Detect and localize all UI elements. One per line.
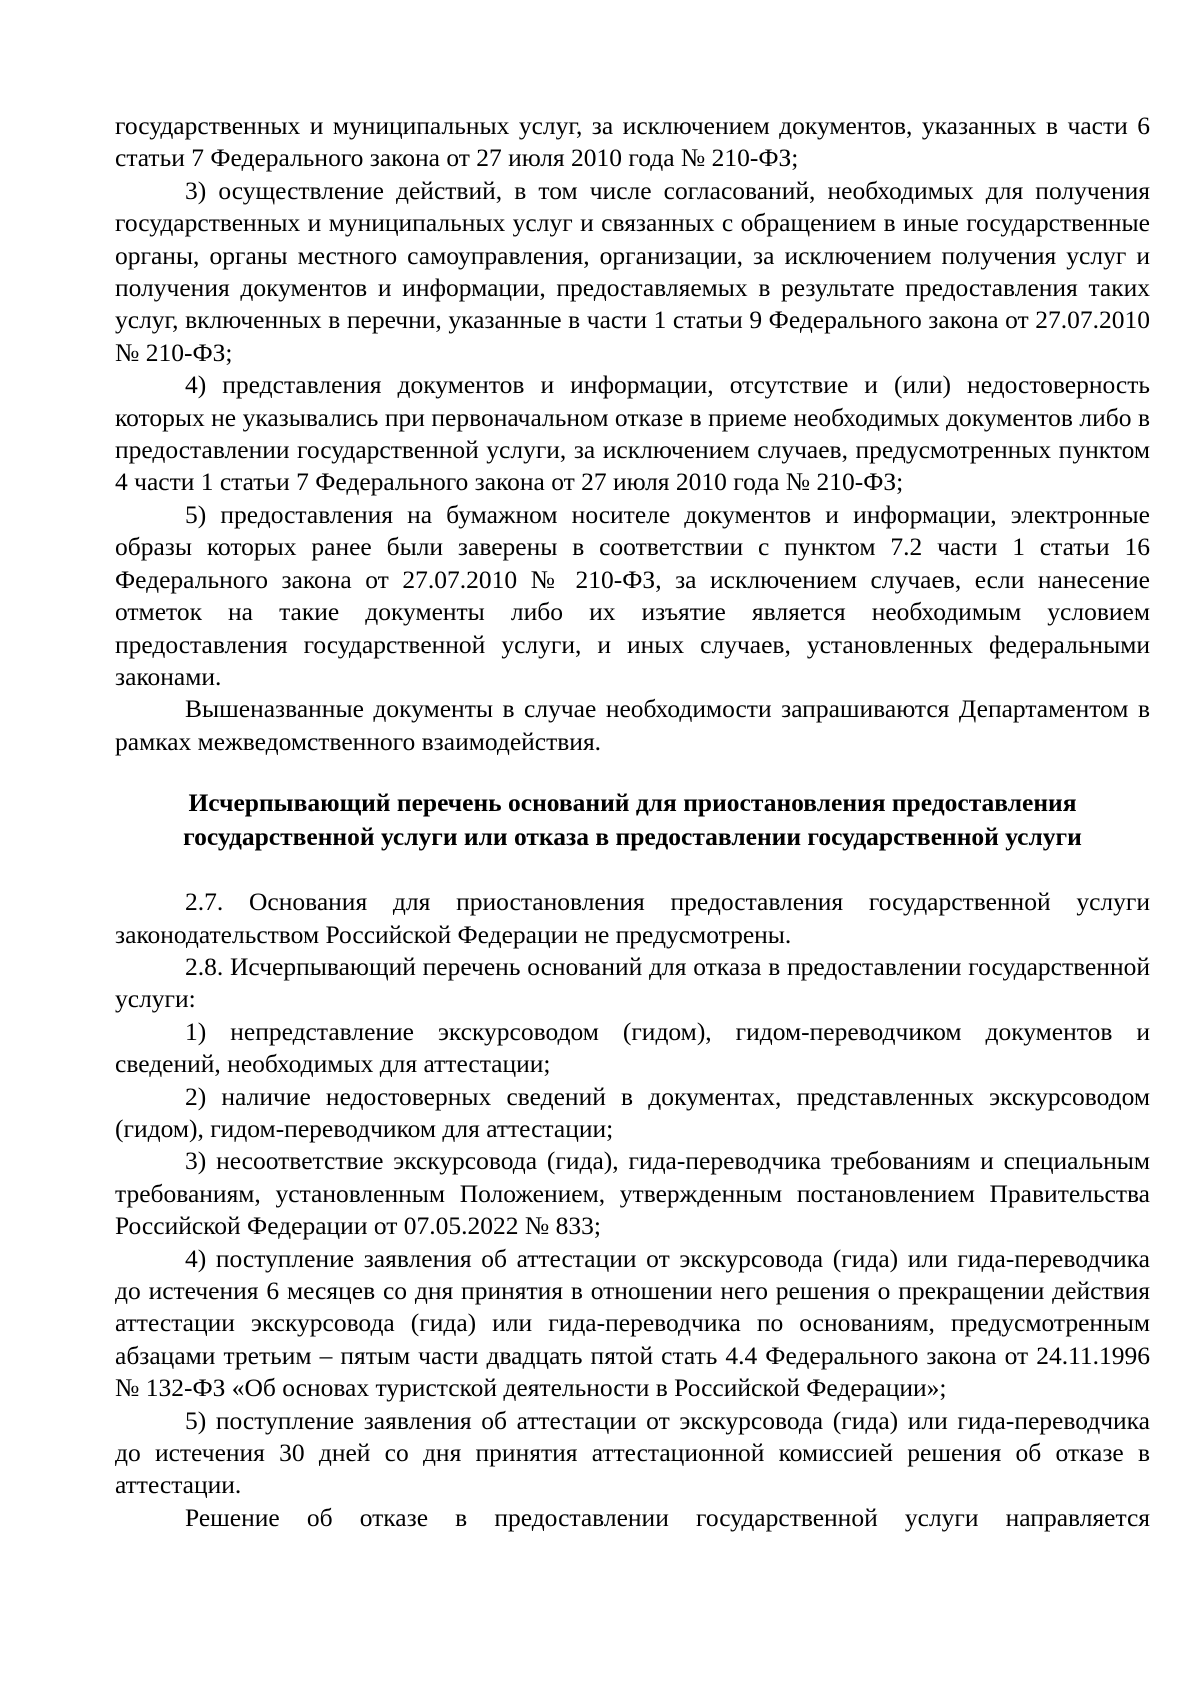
refusal-reason-5: 5) поступление заявления об аттестации от экскурсовода (гида) или гида-переводчика до истечения 30 дней со дня принятия аттестационной комиссией решения об отказе в аттестации.: [115, 1405, 1150, 1500]
paragraph-item-3: 3) осуществление действий, в том числе согласований, необходимых для получения государственных и муниципальных услуг и связанных с обращением в иные государственные органы, органы местного самоуправления, организации, за исключением получения услуг и получения документов и информации, предоставляемых в результате предоставления таких услуг, включенных в перечни, указанные в части 1 статьи 9 Федерального закона от 27.07.2010 № 210-ФЗ;: [115, 175, 1150, 367]
paragraph-summary: Вышеназванные документы в случае необходимости запрашиваются Департаментом в рамках межведомственного взаимодействия.: [115, 694, 1150, 756]
paragraph-continuation: государственных и муниципальных услуг, за исключением документов, указанных в части 6 статьи 7 Федерального закона от 27 июля 2010 года № 210-ФЗ;: [115, 111, 1150, 173]
refusal-reason-1: 1) непредставление экскурсоводом (гидом), гидом-переводчиком документов и сведений, необходимых для аттестации;: [115, 1016, 1150, 1079]
section-heading: [115, 786, 1150, 854]
section-heading-line-1: Исчерпывающий перечень оснований для приостановления предоставления: [188, 788, 1077, 818]
paragraph-2-7: 2.7. Основания для приостановления предоставления государственной услуги законодательством Российской Федерации не предусмотрены.: [115, 887, 1150, 949]
refusal-reason-2: 2) наличие недостоверных сведений в документах, представленных экскурсоводом (гидом), гидом-переводчиком для аттестации;: [115, 1081, 1150, 1143]
paragraph-refusal-decision: Решение об отказе в предоставлении государственной услуги направляется: [185, 1502, 1150, 1532]
refusal-reason-4: 4) поступление заявления об аттестации от экскурсовода (гида) или гида-переводчика до истечения 6 месяцев со дня принятия в отношении него решения о прекращении действия аттестации экскурсовода (гида) или гида-переводчика по основаниям, предусмотренным абзацами третьим – пятым части двадцать пятой стать 4.4 Федерального закона от 24.11.1996 № 132-ФЗ «Об основах туристской деятельности в Российской Федерации»;: [115, 1243, 1150, 1403]
paragraph-item-4: 4) представления документов и информации, отсутствие и (или) недостоверность которых не указывались при первоначальном отказе в приеме необходимых документов либо в предоставлении государственной услуги, за исключением случаев, предусмотренных пунктом 4 части 1 статьи 7 Федерального закона от 27 июля 2010 года № 210-ФЗ;: [115, 370, 1150, 497]
section-heading-line-2: государственной услуги или отказа в предоставлении государственной услуги: [183, 822, 1082, 852]
paragraph-2-8: 2.8. Исчерпывающий перечень оснований для отказа в предоставлении государственной услуги:: [115, 951, 1150, 1014]
document-page: [115, 110, 1150, 1534]
refusal-reason-3: 3) несоответствие экскурсовода (гида), гида-переводчика требованиям и специальным требованиям, установленным Положением, утвержденным постановлением Правительства Российской Федерации от 07.05.2022 № 833;: [115, 1146, 1150, 1241]
paragraph-item-5: 5) предоставления на бумажном носителе документов и информации, электронные образы которых ранее были заверены в соответствии с пунктом 7.2 части 1 статьи 16 Федерального закона от 27.07.2010 № 210-ФЗ, за исключением случаев, если нанесение отметок на такие документы либо их изъятие является необходимым условием предоставления государственной услуги, и иных случаев, установленных федеральными законами.: [115, 499, 1150, 691]
